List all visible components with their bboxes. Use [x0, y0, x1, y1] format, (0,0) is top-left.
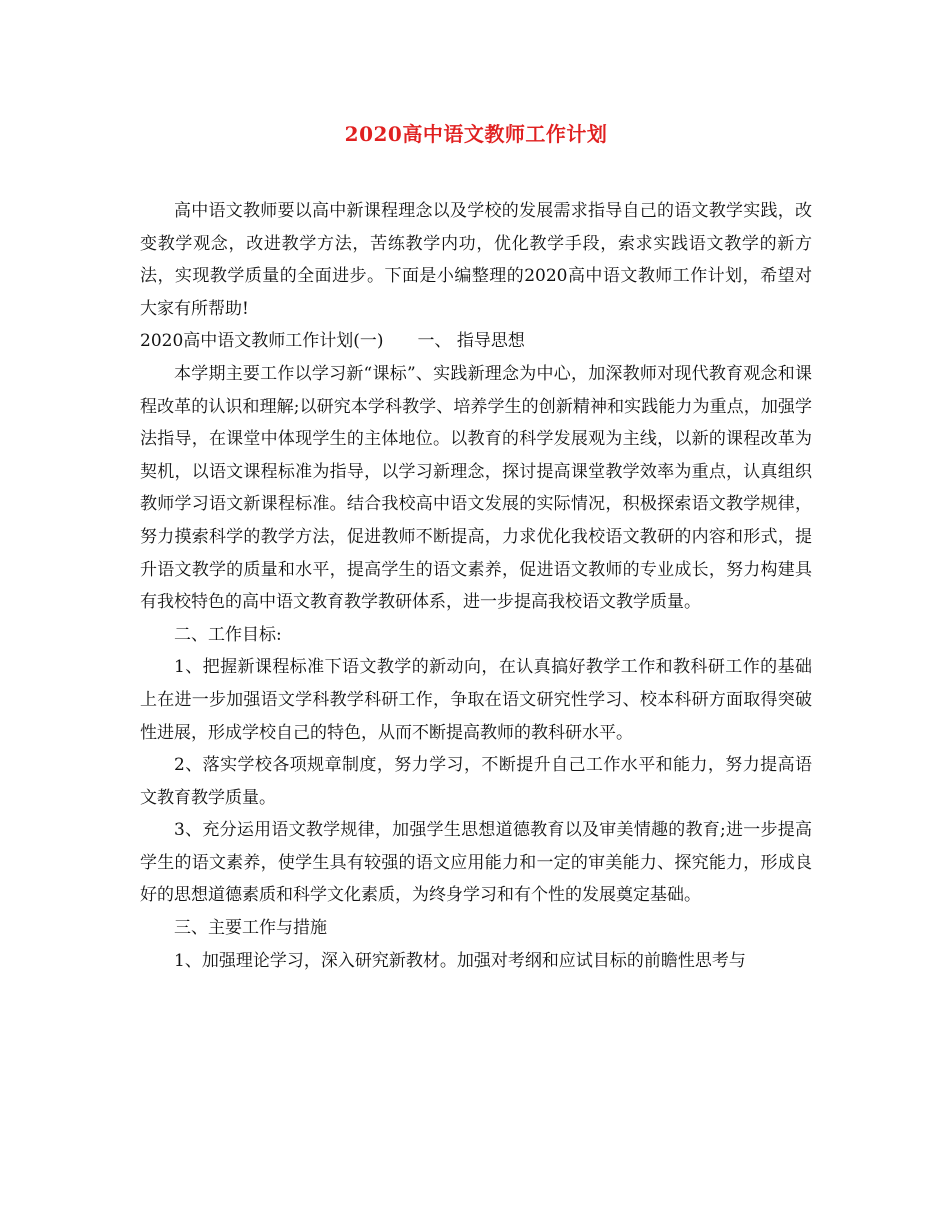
part3-heading: 三、主要工作与措施 [174, 918, 327, 939]
intro-paragraph: 高中语文教师要以高中新课程理念以及学校的发展需求指导自己的语文教学实践，改变教学观念，改进教学方法，苦练教学内功，优化教学手段，索求实践语文教学的新方法，实现教学质量的全面进步。下面是小编整理的2020高中语文教师工作计划，希望对大家有所帮助! [140, 201, 812, 319]
goal-item-3: 3、充分运用语文教学规律，加强学生思想道德教育以及审美情趣的教育;进一步提高学生的语文素养，使学生具有较强的语文应用能力和一定的审美能力、探究能力，形成良好的思想道德素质和科学文化素质，为终身学习和有个性的发展奠定基础。 [140, 820, 812, 906]
measure-item-1: 1、加强理论学习，深入研究新教材。加强对考纲和应试目标的前瞻性思考与 [174, 950, 746, 971]
document-title: 2020高中语文教师工作计划 [344, 122, 608, 146]
document-page [140, 118, 812, 977]
part1-body: 本学期主要工作以学习新“课标”、实践新理念为中心，加深教师对现代教育观念和课程改革的认识和理解;以研究本学科教学、培养学生的创新精神和实践能力为重点，加强学法指导，在课堂中体现学生的主体地位。以教育的科学发展观为主线，以新的课程改革为契机，以语文课程标准为指导，以学习新理念，探讨提高课堂教学效率为重点，认真组织教师学习语文新课程标准。结合我校高中语文发展的实际情况，积极探索语文教学规律，努力摸索科学的教学方法，促进教师不断提高，力求优化我校语文教研的内容和形式，提升语文教学的质量和水平，提高学生的语文素养，促进语文教师的专业成长，努力构建具有我校特色的高中语文教育教学教研体系，进一步提高我校语文教学质量。 [140, 363, 812, 613]
goal-item-1: 1、把握新课程标准下语文教学的新动向，在认真搞好教学工作和教科研工作的基础上在进一步加强语文学科教学科研工作，争取在语文研究性学习、校本科研方面取得突破性进展，形成学校自己的特色，从而不断提高教师的教科研水平。 [140, 657, 812, 743]
part2-heading: 二、工作目标: [174, 624, 282, 645]
section-heading-line [140, 325, 812, 358]
part1-heading: 一、 指导思想 [417, 331, 525, 352]
goal-item-2: 2、落实学校各项规章制度，努力学习，不断提升自己工作水平和能力，努力提高语文教育教学质量。 [140, 755, 812, 808]
section-heading: 2020高中语文教师工作计划(一) [140, 331, 384, 352]
